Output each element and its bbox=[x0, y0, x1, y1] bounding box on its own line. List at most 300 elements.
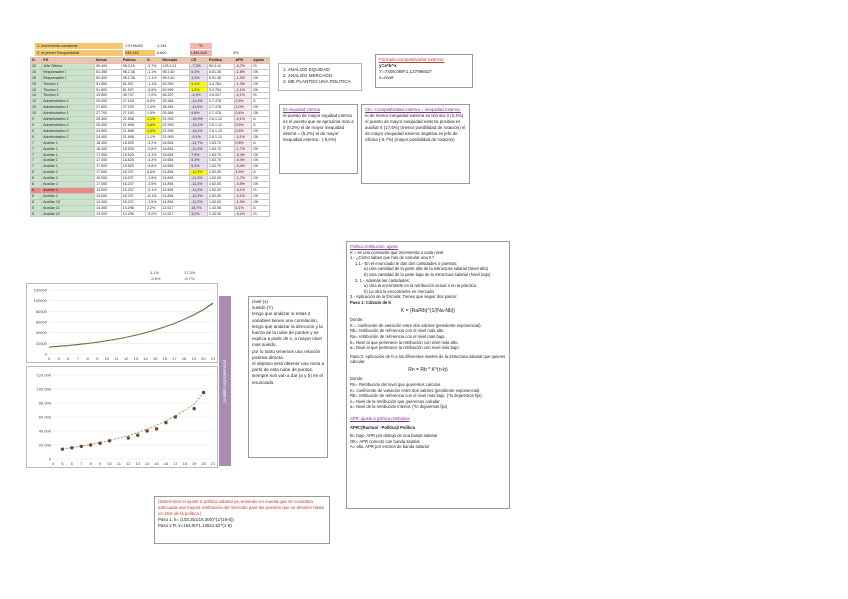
rb-subtitle: K = es una constante que incrementa a cada nivel. bbox=[350, 249, 445, 255]
x-tick-label: 5 bbox=[61, 461, 64, 466]
table-cell: 7 bbox=[31, 164, 42, 170]
table-cell: Auxiliar 11 bbox=[42, 205, 95, 211]
y-tick-label: 100000 bbox=[33, 298, 47, 304]
rb-d3: Ra= retribución de referencia con el nivel más bajo. bbox=[350, 333, 446, 339]
table-row bbox=[31, 211, 270, 217]
line-chart bbox=[26, 283, 218, 363]
trend-line bbox=[62, 393, 203, 449]
table-cell: OK bbox=[252, 134, 270, 140]
y-tick-label: 80.000 bbox=[38, 400, 51, 406]
table-cell: 18.400 bbox=[95, 146, 122, 152]
x-tick-label: 16 bbox=[162, 356, 167, 361]
table-cell: 4.6.517 bbox=[208, 93, 235, 99]
header-row-2-label: 2. el primer Respondable bbox=[35, 50, 123, 56]
table-cell: 1.62.00 bbox=[208, 193, 235, 199]
table-cell: -9,1% bbox=[234, 211, 252, 217]
table-cell: 12.617 bbox=[161, 205, 190, 211]
table-header-cell: Ibenat bbox=[95, 58, 122, 64]
y-tick-label: 20.000 bbox=[38, 442, 51, 448]
table-cell: Administrativo 1 bbox=[42, 105, 95, 111]
table-cell: Administrativo 1 bbox=[42, 99, 95, 105]
x-tick-label: 8 bbox=[86, 356, 89, 361]
table-cell: 27.193 bbox=[121, 99, 145, 105]
rb-e1: Rn= Retribución del nivel que queremos calcular. bbox=[350, 382, 442, 388]
table-cell: -9,0% bbox=[146, 211, 161, 217]
rb-p8: 2.- Aplicación de la fórmula: Tienes que seguir dos pasos: bbox=[350, 294, 458, 300]
series-line bbox=[49, 303, 213, 347]
table-cell: Auxiliar 2 bbox=[42, 193, 95, 199]
x-tick-label: 19 bbox=[191, 356, 196, 361]
rb-d4: b= Nivel al que pertenece la retribución con nivel más alto. bbox=[350, 339, 459, 345]
table-cell: 17.000 bbox=[95, 152, 122, 158]
rb-apr3: A= alto, APR por encima de banda salarial bbox=[350, 444, 429, 450]
table-cell: 95.3.10 bbox=[208, 63, 235, 69]
scatter-point bbox=[146, 429, 149, 432]
table-cell: 2.7.478 bbox=[208, 99, 235, 105]
scatter-point bbox=[202, 391, 205, 394]
table-cell: 16.000 bbox=[95, 176, 122, 182]
table-cell: 52.999 bbox=[161, 87, 190, 93]
y-tick-label: 20000 bbox=[35, 340, 47, 346]
table-cell: 18.400 bbox=[95, 140, 122, 146]
table-cell: 1.62.00 bbox=[208, 170, 235, 176]
scatter-point bbox=[89, 443, 92, 446]
table-cell: 12.617 bbox=[161, 211, 190, 217]
table-cell: 1.62.00 bbox=[208, 187, 235, 193]
rb-paso2: Paso 2: Aplicación de K a los diferentes niveles de la estructura salarial que quieres calcular. bbox=[350, 353, 506, 365]
table-cell: A bbox=[252, 122, 270, 128]
table-cell: 14.894 bbox=[161, 193, 190, 199]
table-cell: 14.296 bbox=[121, 211, 145, 217]
scatter-chart-svg bbox=[27, 367, 219, 469]
table-cell: 25.300 bbox=[95, 122, 122, 128]
table-cell: Auxiliar 1 bbox=[42, 158, 95, 164]
table-cell: -0,1% bbox=[234, 134, 252, 140]
step-3: 3. ME PLANTEO UNA POLITICA bbox=[283, 79, 351, 84]
scatter-point bbox=[80, 445, 83, 448]
y-tick-label: 100.000 bbox=[36, 386, 51, 392]
header-row-2-v2: 6,600 bbox=[157, 51, 167, 55]
table-header-cell: Politica bbox=[208, 58, 235, 64]
table-cell: -1,7% bbox=[234, 146, 252, 152]
table-cell: -1,8% bbox=[234, 69, 252, 75]
table-cell: 1,1% bbox=[146, 117, 161, 123]
table-cell: A bbox=[252, 117, 270, 123]
table-cell: Auxiliar 1 bbox=[42, 140, 95, 146]
rb-d2: Rb= retribución de referencia con el nivel más alto. bbox=[350, 328, 445, 334]
table-cell: -2,6% bbox=[146, 146, 161, 152]
table-cell: 16 bbox=[31, 69, 42, 75]
x-tick-label: 13 bbox=[133, 356, 139, 361]
rb-title: Política retribución: ajuste bbox=[350, 244, 398, 249]
scatter-point bbox=[136, 434, 139, 437]
table-cell: 18.525 bbox=[121, 146, 145, 152]
table-cell: 1.63.70 bbox=[208, 140, 235, 146]
table-cell: 1.63.70 bbox=[208, 146, 235, 152]
table-cell: 17.000 bbox=[95, 182, 122, 188]
table-cell: 51.537 bbox=[121, 87, 145, 93]
table-cell: 14 bbox=[31, 93, 42, 99]
table-cell: 9 bbox=[31, 134, 42, 140]
table-cell: -1,7% bbox=[234, 176, 252, 182]
rb-e4: n= Nivel de la retribución que queremos calcular. bbox=[350, 398, 441, 404]
line-chart-svg bbox=[27, 284, 219, 364]
table-cell: 98.3.40 bbox=[161, 75, 190, 81]
table-cell: -0,4% bbox=[234, 152, 252, 158]
scatter-point bbox=[193, 407, 196, 410]
table-cell: 16.237 bbox=[121, 176, 145, 182]
table-cell: Auxiliar 1 bbox=[42, 164, 95, 170]
table-cell: OK bbox=[252, 105, 270, 111]
table-cell: 17.000 bbox=[95, 170, 122, 176]
table-cell: Responsable I bbox=[42, 75, 95, 81]
table-cell: 18.525 bbox=[121, 140, 145, 146]
table-cell: 1.62.00 bbox=[208, 199, 235, 205]
table-cell: 7 bbox=[31, 152, 42, 158]
scatter-point bbox=[61, 448, 64, 451]
table-cell: 7 bbox=[31, 158, 42, 164]
equidad-box bbox=[279, 104, 358, 174]
table-cell: -15,1% bbox=[190, 122, 208, 128]
y-tick-label: 40.000 bbox=[38, 428, 51, 434]
table-cell: -4,9% bbox=[234, 182, 252, 188]
table-cell: 5,3% bbox=[190, 164, 208, 170]
nivel-line-3: tengo que analizar si estas 2 variables tienen una correlación, tengo que analizar la dirección y la fuerza de la nube de puntos y se explica a partir de x, a mayor nivel mas sueldo. bbox=[252, 311, 323, 348]
table-cell: 43.800 bbox=[95, 93, 122, 99]
table-cell: -1,1% bbox=[234, 87, 252, 93]
table-cell: -7,3% bbox=[190, 63, 208, 69]
x-tick-label: 4 bbox=[47, 356, 51, 361]
vertical-label: modelo exponencial bbox=[222, 359, 228, 403]
vertical-label-box bbox=[219, 296, 231, 466]
compet-text: el de menor inequidad externa es técnico 3 (2,4%) el puesto de mayor inequidad externa positiva es auxiliar 6 (17,6%) (menor posibilidad de rotación) el de mayor inequidad externa negativa es jefe de oficina (-5,7%) (mayor posibilidad de rotación) bbox=[365, 112, 466, 142]
rb-apr1: B= bajo, APR por debajo de una banda salarial bbox=[350, 433, 438, 439]
table-cell: -0,1% bbox=[146, 187, 161, 193]
table-cell: 2.6.1.12 bbox=[208, 134, 235, 140]
table-cell: 9,6% bbox=[190, 111, 208, 117]
x-tick-label: 18 bbox=[182, 461, 187, 466]
table-cell: 21.698 bbox=[121, 134, 145, 140]
rb-paso1: Paso 1: Cálculo de K bbox=[350, 299, 392, 305]
table-cell: -6,1% bbox=[146, 193, 161, 199]
x-tick-label: 10 bbox=[107, 461, 112, 466]
table-cell: 25.364 bbox=[161, 111, 190, 117]
table-cell: 2,2% bbox=[146, 205, 161, 211]
scatter-point bbox=[98, 442, 101, 445]
table-cell: 3.4.764 bbox=[208, 81, 235, 87]
x-tick-label: 13 bbox=[135, 461, 140, 466]
table-cell: 1.62.00 bbox=[208, 182, 235, 188]
table-cell: 15 bbox=[31, 87, 42, 93]
table-cell: 16.237 bbox=[121, 193, 145, 199]
table-cell: -15,1% bbox=[190, 128, 208, 134]
politica-line1: Paso 1: k= (103.351/16.300)^(1/(19-6)) bbox=[158, 517, 234, 522]
table-cell: -0,4% bbox=[234, 164, 252, 170]
table-cell: 51.537 bbox=[121, 81, 145, 87]
x-tick-label: 7 bbox=[76, 356, 80, 361]
y-tick-label: 60000 bbox=[35, 319, 47, 325]
table-cell: 1,0% bbox=[146, 111, 161, 117]
table-cell: 21.993 bbox=[161, 122, 190, 128]
table-cell: 5 bbox=[31, 211, 42, 217]
table-header-cell: Politica bbox=[121, 58, 145, 64]
table-cell: 16.237 bbox=[121, 187, 145, 193]
table-cell: OK bbox=[252, 81, 270, 87]
table-cell: 5 bbox=[31, 205, 42, 211]
table-cell: -1,1% bbox=[146, 69, 161, 75]
y-tick-label: 0 bbox=[44, 351, 47, 357]
table-cell: 4,0% bbox=[146, 128, 161, 134]
x-tick-label: 7 bbox=[80, 461, 83, 466]
table-cell: 35.364 bbox=[161, 105, 190, 111]
table-cell: 2,6% bbox=[234, 99, 252, 105]
politica-box bbox=[154, 496, 330, 544]
table-cell: Auxiliar 1 bbox=[42, 146, 95, 152]
table-cell: 2.6.1.12 bbox=[208, 117, 235, 123]
rb-p3: a) Una cantidad de la parte alta de la estructura salarial (Nivel alto) bbox=[364, 266, 489, 272]
x-tick-label: 5 bbox=[57, 356, 60, 361]
formula-box bbox=[375, 54, 473, 88]
table-cell: 4,5% bbox=[234, 170, 252, 176]
table-cell: 2.7.478 bbox=[208, 111, 235, 117]
table-cell: 27.600 bbox=[95, 105, 122, 111]
table-cell: 24.400 bbox=[95, 134, 122, 140]
table-cell: -4,3% bbox=[146, 158, 161, 164]
politica-text: (Determinar el ajuste a política salarial ya, teniendo en cuenta que se considera adecuada una mejora retribución del mercado para las puestos que se desvíen hasta un 15% de la política.) bbox=[158, 499, 324, 516]
table-cell: 21.698 bbox=[121, 128, 145, 134]
scatter-point bbox=[164, 421, 167, 424]
table-cell: 98.3.40 bbox=[161, 69, 190, 75]
table-cell: 1.63.70 bbox=[208, 158, 235, 164]
table-cell: Auxiliar 1 bbox=[42, 152, 95, 158]
rb-e3: Rb= retribución de referencia con el nivel más bajo. (*lo dejaremos fijo) bbox=[350, 393, 482, 399]
table-cell: A bbox=[252, 99, 270, 105]
y-tick-label: 40000 bbox=[35, 330, 47, 336]
table-cell: 27.193 bbox=[121, 111, 145, 117]
x-tick-label: 9 bbox=[96, 356, 99, 361]
table-cell: 6.51.46 bbox=[208, 75, 235, 81]
table-cell: 52.999 bbox=[161, 81, 190, 87]
nivel-box bbox=[248, 296, 328, 458]
table-cell: 1.63.70 bbox=[208, 152, 235, 158]
table-cell: -4,1% bbox=[146, 152, 161, 158]
x-tick-label: 15 bbox=[154, 461, 159, 466]
table-cell: 20 bbox=[31, 63, 42, 69]
table-cell: 95.400 bbox=[95, 63, 122, 69]
x-tick-label: 4 bbox=[51, 461, 55, 466]
footer-c1: 3,1% bbox=[150, 270, 160, 275]
header-row-2 bbox=[35, 50, 275, 57]
formula-title: Fórmula competitividad externa: bbox=[379, 57, 445, 62]
rb-p1: 1.- ¿Cómo sabes que has de calcular una K? bbox=[350, 255, 435, 261]
table-cell: 9 bbox=[31, 128, 42, 134]
nivel-line-4: por lo tanto tenemos una relación positiva directa. bbox=[252, 348, 321, 360]
compet-title: CE= Competitividad externa = inequidad externa. bbox=[365, 107, 461, 112]
formula-line2: Y=7405,088*1,13799602^ bbox=[379, 69, 433, 74]
table-cell: 2.6.1.12 bbox=[208, 128, 235, 134]
rb-p5: 2. 1.- Además las cantidades: bbox=[355, 277, 410, 283]
x-tick-label: 10 bbox=[104, 356, 110, 361]
table-cell: A bbox=[252, 170, 270, 176]
table-cell: 51.800 bbox=[95, 81, 122, 87]
table-cell: -7,0% bbox=[146, 93, 161, 99]
table-cell: Auxiliar 2 bbox=[42, 187, 95, 193]
table-cell: 10 bbox=[31, 99, 42, 105]
table-header-cell: N. bbox=[31, 58, 42, 64]
x-tick-label: 11 bbox=[116, 461, 121, 466]
header-row-1-v2: 1,149 bbox=[157, 44, 167, 48]
table-cell: Auxiliar 2 bbox=[42, 176, 95, 182]
table-header-cell: Mercado bbox=[161, 58, 190, 64]
table-cell: -11,3% bbox=[190, 187, 208, 193]
table-cell: -11,3% bbox=[190, 146, 208, 152]
table-cell: 1.63.70 bbox=[208, 164, 235, 170]
table-cell: 15,7% bbox=[190, 205, 208, 211]
table-cell: -1,5% bbox=[146, 199, 161, 205]
x-tick-label: 17 bbox=[172, 356, 177, 361]
table-cell: 98.3.16 bbox=[121, 63, 145, 69]
table-header-cell: APR bbox=[234, 58, 252, 64]
table-cell: OK bbox=[252, 152, 270, 158]
footer-c3: 17,3% bbox=[184, 270, 196, 275]
table-cell: 7 bbox=[31, 140, 42, 146]
table-cell: 0,5% bbox=[234, 122, 252, 128]
x-tick-label: 6 bbox=[67, 356, 70, 361]
table-cell: 10 bbox=[31, 111, 42, 117]
table-cell: 16.654 bbox=[161, 152, 190, 158]
table-cell: 14.894 bbox=[161, 176, 190, 182]
scatter-point bbox=[155, 427, 158, 430]
table-cell: 2.6.1.12 bbox=[208, 122, 235, 128]
table-cell: 61.350 bbox=[95, 69, 122, 75]
table-cell: Administrativo 2 bbox=[42, 117, 95, 123]
table-cell: 3.4.764 bbox=[208, 87, 235, 93]
table-header-cell: Ajuste bbox=[252, 58, 270, 64]
table-cell: -5,5% bbox=[146, 87, 161, 93]
table-cell: -0,1% bbox=[234, 193, 252, 199]
table-cell: OK bbox=[252, 146, 270, 152]
table-cell: 14.894 bbox=[161, 199, 190, 205]
table-cell: 16 bbox=[31, 75, 42, 81]
table-cell: OK bbox=[252, 75, 270, 81]
table-cell: 21.698 bbox=[121, 122, 145, 128]
table-cell: 1,3% bbox=[190, 87, 208, 93]
table-cell: 6 bbox=[31, 176, 42, 182]
table-cell: -16,9% bbox=[190, 117, 208, 123]
scatter-point bbox=[174, 415, 177, 418]
equidad-title: EI=equidad interna bbox=[283, 107, 320, 112]
table-cell: 0,4% bbox=[234, 111, 252, 117]
table-cell: IS bbox=[252, 187, 270, 193]
rb-apr2: OK= APR correcto con banda salarial bbox=[350, 438, 420, 444]
x-tick-label: 20 bbox=[201, 356, 206, 361]
table-header-cell: P.E bbox=[42, 58, 95, 64]
table-cell: -1,1% bbox=[146, 81, 161, 87]
table-cell: 3,0% bbox=[190, 211, 208, 217]
compet-box bbox=[361, 104, 470, 184]
table-cell: 14.894 bbox=[161, 170, 190, 176]
table-cell: 14.400 bbox=[95, 199, 122, 205]
table-cell: 8,6% bbox=[146, 170, 161, 176]
table-cell: Técnico 2 bbox=[42, 93, 95, 99]
table-cell: 14.894 bbox=[161, 182, 190, 188]
table-cell: 16.237 bbox=[121, 182, 145, 188]
rb-formula1: K = (Ra/Rb)^(1/(Na-Nb)) bbox=[400, 307, 456, 314]
table-cell: 0,6% bbox=[234, 128, 252, 134]
table-cell: Auxiliar 10 bbox=[42, 199, 95, 205]
table-cell: 5,3% bbox=[190, 158, 208, 164]
table-cell: OK bbox=[252, 111, 270, 117]
rb-apr-formula: APR=(Ractual - Política)/ Política bbox=[350, 424, 416, 430]
table-cell: 98.2.36 bbox=[121, 69, 145, 75]
header-row-1-v1: 1.3798402 bbox=[125, 44, 143, 48]
table-cell: -3,5% bbox=[146, 182, 161, 188]
table-cell: 14.000 bbox=[95, 193, 122, 199]
step-2: 2. ANALIZO MERCADO bbox=[283, 73, 333, 78]
table-cell: Responsable I bbox=[42, 69, 95, 75]
rb-donde1: Donde: bbox=[350, 317, 364, 323]
table-cell: A bbox=[252, 140, 270, 146]
table-cell: -3,7% bbox=[146, 63, 161, 69]
table-cell: -4,7% bbox=[234, 63, 252, 69]
table-cell: 6 bbox=[31, 182, 42, 188]
table-cell: -11,3% bbox=[190, 193, 208, 199]
table-cell: 16.237 bbox=[121, 170, 145, 176]
formula-line1: y=a*b^x bbox=[379, 63, 397, 68]
rb-donde2: Donde: bbox=[350, 376, 364, 382]
steps-box bbox=[278, 63, 362, 91]
table-cell: 24.900 bbox=[95, 128, 122, 134]
table-cell: -9,1% bbox=[190, 134, 208, 140]
table-cell: 16.654 bbox=[161, 146, 190, 152]
table-cell: 2,0% bbox=[234, 105, 252, 111]
table-cell: -11,7% bbox=[190, 140, 208, 146]
rb-d5: a= Nivel al que pertenece la retribución con nivel más bajo. bbox=[350, 345, 460, 351]
table-cell: 14.296 bbox=[121, 205, 145, 211]
table-cell: -11,3% bbox=[190, 199, 208, 205]
scatter-point bbox=[108, 439, 111, 442]
table-cell: OK bbox=[252, 164, 270, 170]
x-tick-label: 17 bbox=[173, 461, 178, 466]
table-cell: -5,6% bbox=[146, 164, 161, 170]
table-cell: 2,1% bbox=[234, 205, 252, 211]
x-tick-label: 11 bbox=[114, 356, 119, 361]
header-row-2-v3: 1,384.640 bbox=[190, 50, 212, 56]
table-cell: -1,0% bbox=[234, 199, 252, 205]
table-cell: OK bbox=[252, 176, 270, 182]
x-tick-label: 12 bbox=[123, 356, 129, 361]
table-cell: Auxiliar 12 bbox=[42, 211, 95, 217]
footer-c2: -9,6% bbox=[150, 276, 161, 281]
series-line bbox=[49, 303, 213, 348]
table-cell: 6 bbox=[31, 170, 42, 176]
x-tick-label: 18 bbox=[181, 356, 187, 361]
table-cell: 27.700 bbox=[95, 111, 122, 117]
table-cell: 16.654 bbox=[161, 164, 190, 170]
table-cell: A bbox=[252, 205, 270, 211]
x-tick-label: 14 bbox=[143, 356, 148, 361]
table-cell: 15 bbox=[31, 81, 42, 87]
table-cell: Auxiliar 2 bbox=[42, 182, 95, 188]
table-cell: Técnico 1 bbox=[42, 87, 95, 93]
table-cell: 51.800 bbox=[95, 87, 122, 93]
table-cell: 1.43.06 bbox=[208, 205, 235, 211]
table-cell: 7 bbox=[31, 146, 42, 152]
rb-e2: K= coeficiente de variación entre dos valores (pendiente exponencial). bbox=[350, 387, 481, 393]
nivel-line-6: siempre nos van a dar (a y b) en el enunciado. bbox=[252, 373, 323, 385]
rb-formula2: Rn = Rb * K^(n-b) bbox=[408, 366, 448, 373]
table-cell: 3,3% bbox=[190, 75, 208, 81]
